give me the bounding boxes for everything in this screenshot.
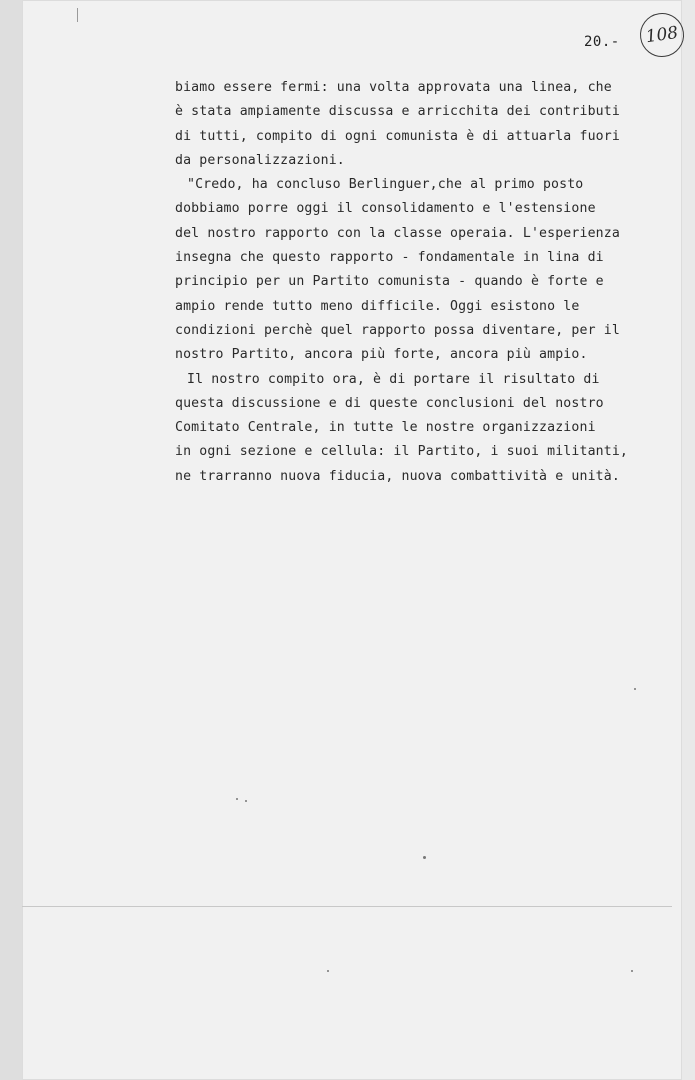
scan-speck [327,970,329,972]
text-line: nostro Partito, ancora più forte, ancora più ampio. [175,347,588,363]
scan-speck [634,688,636,690]
margin-tick-mark [77,8,78,22]
text-line: ampio rende tutto meno difficile. Oggi esistono le [175,298,580,314]
text-line: ne trarranno nuova fiducia, nuova combattività e unità. [175,468,620,484]
page-number: 20.- [584,34,620,50]
text-line: principio per un Partito comunista - quando è forte e [175,274,604,290]
text-line: del nostro rapporto con la classe operaia. L'esperienza [175,225,620,241]
scan-speck [236,798,238,800]
scan-speck [245,800,247,802]
paragraph-start-line: Il nostro compito ora, è di portare il risultato di [187,371,600,387]
scan-speck [423,856,426,859]
text-line: da personalizzazioni. [175,152,345,168]
text-line: dobbiamo porre oggi il consolidamento e l'estensione [175,201,596,217]
text-line: di tutti, compito di ogni comunista è di attuarla fuori [175,128,620,144]
scan-fold-line [22,906,672,907]
text-line: Comitato Centrale, in tutte le nostre organizzazioni [175,420,596,436]
paragraph-start-line: "Credo, ha concluso Berlinguer,che al primo posto [187,177,584,193]
page-edge-shadow [0,0,22,1080]
typewritten-text [175,76,655,489]
text-line: insegna che questo rapporto - fondamentale in lina di [175,250,604,266]
text-line: è stata ampiamente discussa e arricchita dei contributi [175,104,620,120]
text-line: biamo essere fermi: una volta approvata una linea, che [175,80,612,95]
scan-speck [631,970,633,972]
text-line: condizioni perchè quel rapporto possa diventare, per il [175,322,620,338]
text-line: in ogni sezione e cellula: il Partito, i suoi militanti, [175,444,629,460]
archive-stamp: 108 [637,10,687,60]
text-line: questa discussione e di queste conclusioni del nostro [175,395,604,411]
